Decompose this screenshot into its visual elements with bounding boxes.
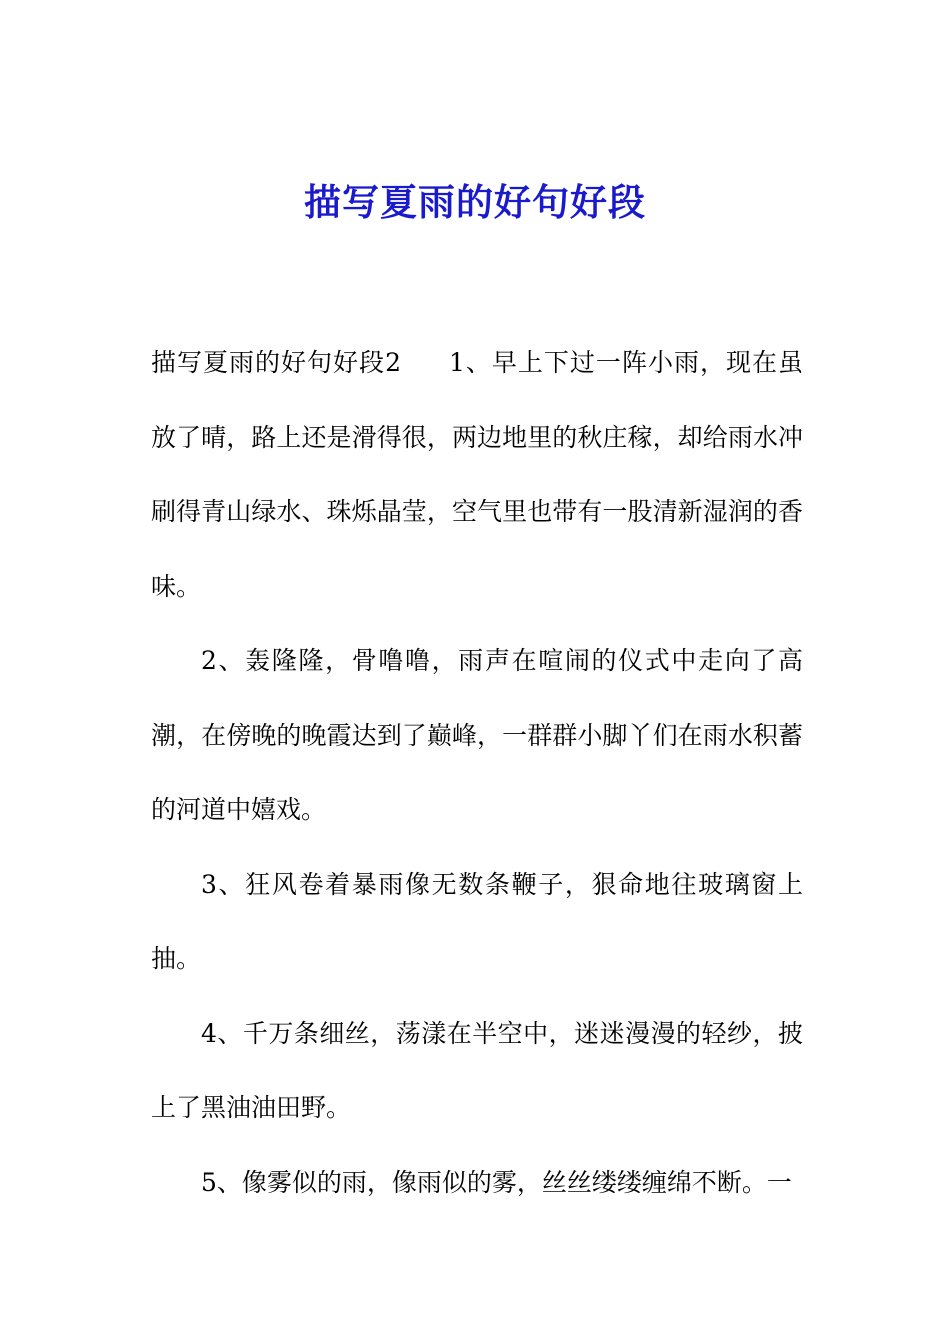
document-title: 描写夏雨的好句好段 — [304, 180, 646, 224]
paragraph-3: 3、狂风卷着暴雨像无数条鞭子，狠命地往玻璃窗上抽。 — [151, 869, 803, 973]
paragraph-4: 4、千万条细丝，荡漾在半空中，迷迷漫漫的轻纱，披上了黑油油田野。 — [151, 1018, 803, 1122]
document-body — [151, 326, 803, 1220]
paragraph-2: 2、轰隆隆，骨噜噜，雨声在喧闹的仪式中走向了高潮，在傍晚的晚霞达到了巅峰，一群群小脚丫们在雨水积蓄的河道中嬉戏。 — [151, 646, 803, 824]
paragraph-1 — [151, 326, 803, 624]
paragraph-text: 1、早上下过一阵小雨，现在虽放了晴，路上还是滑得很，两边地里的秋庄稼，却给雨水冲刷得青山绿水、珠烁晶莹，空气里也带有一股清新湿润的香味。 — [151, 348, 803, 601]
paragraph-5: 5、像雾似的雨，像雨似的雾，丝丝缕缕缠绵不断。一 — [201, 1167, 792, 1197]
intro-heading: 描写夏雨的好句好段2 — [151, 348, 401, 377]
